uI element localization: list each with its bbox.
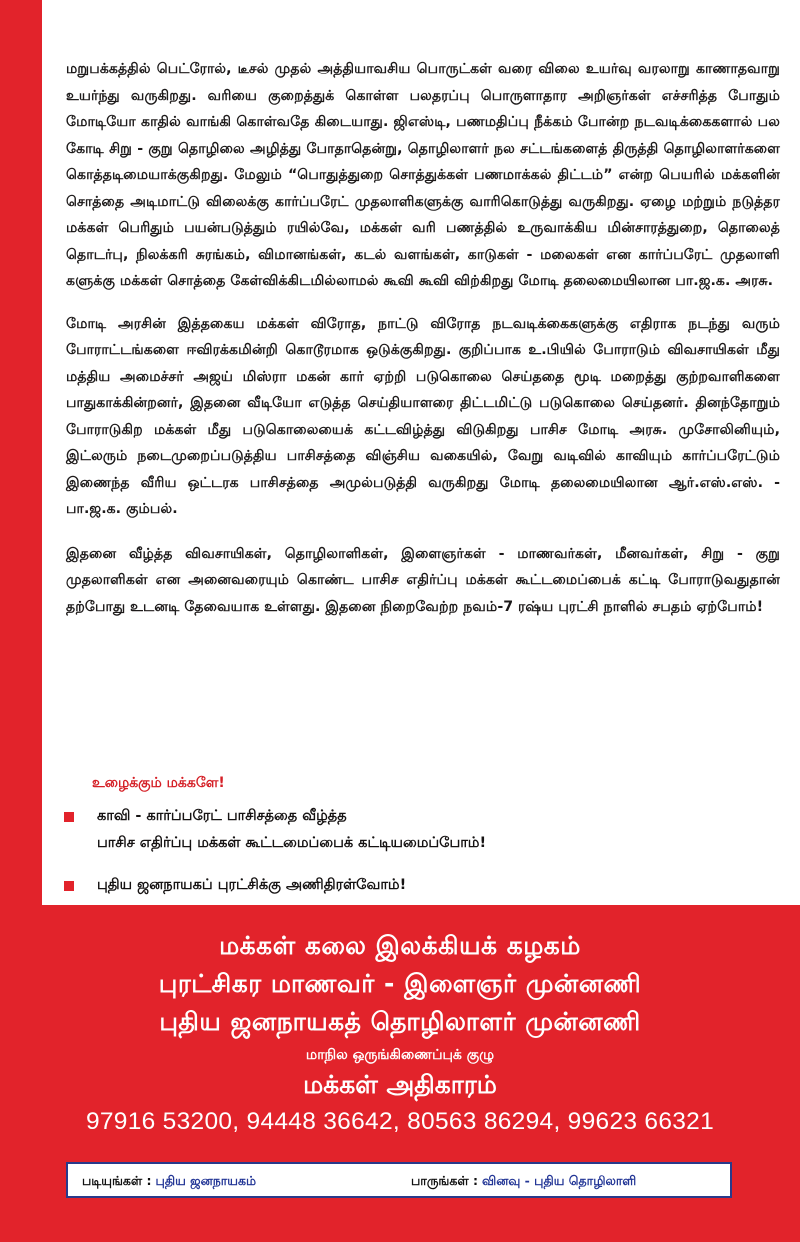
paragraph-2: மோடி அரசின் இத்தகைய மக்கள் விரோத, நாட்டு விரோத நடவடிக்கைகளுக்கு எதிராக நடந்து வரும் போராட்டங்களை ஈவிரக்கமின்றி கொடூரமாக ஒடுக்குகிறது. குறிப்பாக உ.பியில் போராடும் விவசாயிகள் மீது மத்திய அமைச்சர் அஜய் மிஸ்ரா மகன் கார் ஏற்றி படுகொலை செய்ததை மூடி மறைத்து குற்றவாளிகளை பாதுகாக்கின்றனர், இதனை வீடியோ எடுத்த செய்தியாளரை திட்டமிட்டு படுகொலை செய்தனர். தினந்தோறும் போராடுகிற மக்கள் மீது படுகொலையைக் கட்டவிழ்த்து விடுகிறது பாசிச மோடி அரசு. முசோலினியும், இட்லரும் நடைமுறைப்படுத்திய பாசிசத்தை விஞ்சிய வகையில், வேறு வடிவில் காவியும் கார்ப்பரேட்டும் இணைந்த வீரிய ஒட்டரக பாசிசத்தை அமுல்படுத்தி வருகிறது மோடி தலைமையிலான ஆர்.எஸ்.எஸ். - பா.ஜ.க. கும்பல். (66, 315, 780, 517)
read-value: புதிய ஜனநாயகம் (155, 1173, 257, 1188)
slogan-2 (64, 872, 764, 899)
slogan-1-line-2: பாசிச எதிர்ப்பு மக்கள் கூட்டமைப்பைக் கட்டியமைப்போம்! (97, 835, 487, 851)
paragraph-1: மறுபக்கத்தில் பெட்ரோல், டீசல் முதல் அத்தியாவசிய பொருட்கள் வரை விலை உயர்வு வரலாறு காணாதவாறு உயர்ந்து வருகிறது. வரியை குறைத்துக் கொள்ள பலதரப்பு பொருளாதார அறிஞர்கள் எச்சரித்த போதும் மோடியோ காதில் வாங்கி கொள்வதே கிடையாது. ஜிஎஸ்டி, பணமதிப்பு நீக்கம் போன்ற நடவடிக்கைகளால் பல கோடி சிறு - குறு தொழிலை அழித்து போதாதென்று, தொழிலாளர் நல சட்டங்களைத் திருத்தி தொழிலாளர்களை கொத்தடிமையாக்குகிறது. மேலும் “பொதுத்துறை சொத்துக்கள் பணமாக்கல் திட்டம்” என்ற பெயரில் மக்களின் சொத்தை அடிமாட்டு விலைக்கு கார்ப்பரேட் முதலாளிகளுக்கு வாரிகொடுத்து வருகிறது. ஏழை மற்றும் நடுத்தர மக்கள் பெரிதும் பயன்படுத்தும் ரயில்வே, மக்கள் வரி பணத்தில் உருவாக்கிய மின்சாரத்துறை, தொலைத் தொடர்பு, நிலக்கரி சுரங்கம், விமானங்கள், கடல் வளங்கள், காடுகள் - மலைகள் என கார்ப்பரேட் முதலாளி களுக்கு மக்கள் சொத்தை கேள்விக்கிடமில்லாமல் கூவி கூவி விற்கிறது மோடி தலைமையிலான பா.ஜ.க. அரசு. (66, 61, 780, 289)
organization-name-2: புரட்சிகர மாணவர் - இளைஞர் முன்னணி (158, 969, 642, 998)
slogan-2-line-1: புதிய ஜனநாயகப் புரட்சிக்கு அணிதிரள்வோம்! (97, 877, 407, 893)
committee-label: மாநில ஒருங்கிணைப்புக் குழு (305, 1047, 495, 1063)
watch-value: வினவு - புதிய தொழிலாளி (481, 1173, 637, 1188)
left-red-bar (0, 0, 42, 905)
red-square-bullet-icon (64, 812, 74, 822)
slogan-1-line-1: காவி - கார்ப்பரேட் பாசிசத்தை வீழ்த்த (97, 808, 347, 824)
paragraph-3: இதனை வீழ்த்த விவசாயிகள், தொழிலாளிகள், இளைஞர்கள் - மாணவர்கள், மீனவர்கள், சிறு - குறு முதலாளிகள் என அனைவரையும் கொண்ட பாசிச எதிர்ப்பு மக்கள் கூட்டமைப்பைக் கட்டி போராடுவதுதான் தற்போது உடனடி தேவையாக உள்ளது. இதனை நிறைவேற்ற நவம்-7 ரஷ்ய புரட்சி நாளில் சபதம் ஏற்போம்! (66, 545, 780, 615)
organization-name-3: புதிய ஜனநாயகத் தொழிலாளர் முன்னணி (159, 1007, 641, 1036)
watch-label: பாருங்கள் : (411, 1173, 478, 1188)
authority-name: மக்கள் அதிகாரம் (303, 1070, 497, 1099)
footer-reading-box (66, 1162, 732, 1198)
watch-group (411, 1173, 636, 1190)
read-group (82, 1173, 256, 1190)
organization-name-1: மக்கள் கலை இலக்கியக் கழகம் (219, 931, 581, 960)
red-square-bullet-icon (64, 881, 74, 891)
phone-numbers: 97916 53200, 94448 36642, 80563 86294, 99623 66321 (85, 1108, 715, 1135)
salutation: உழைக்கும் மக்களே! (92, 775, 225, 791)
article-body (66, 56, 780, 638)
slogan-1 (64, 803, 764, 857)
read-label: படியுங்கள் : (82, 1173, 152, 1188)
